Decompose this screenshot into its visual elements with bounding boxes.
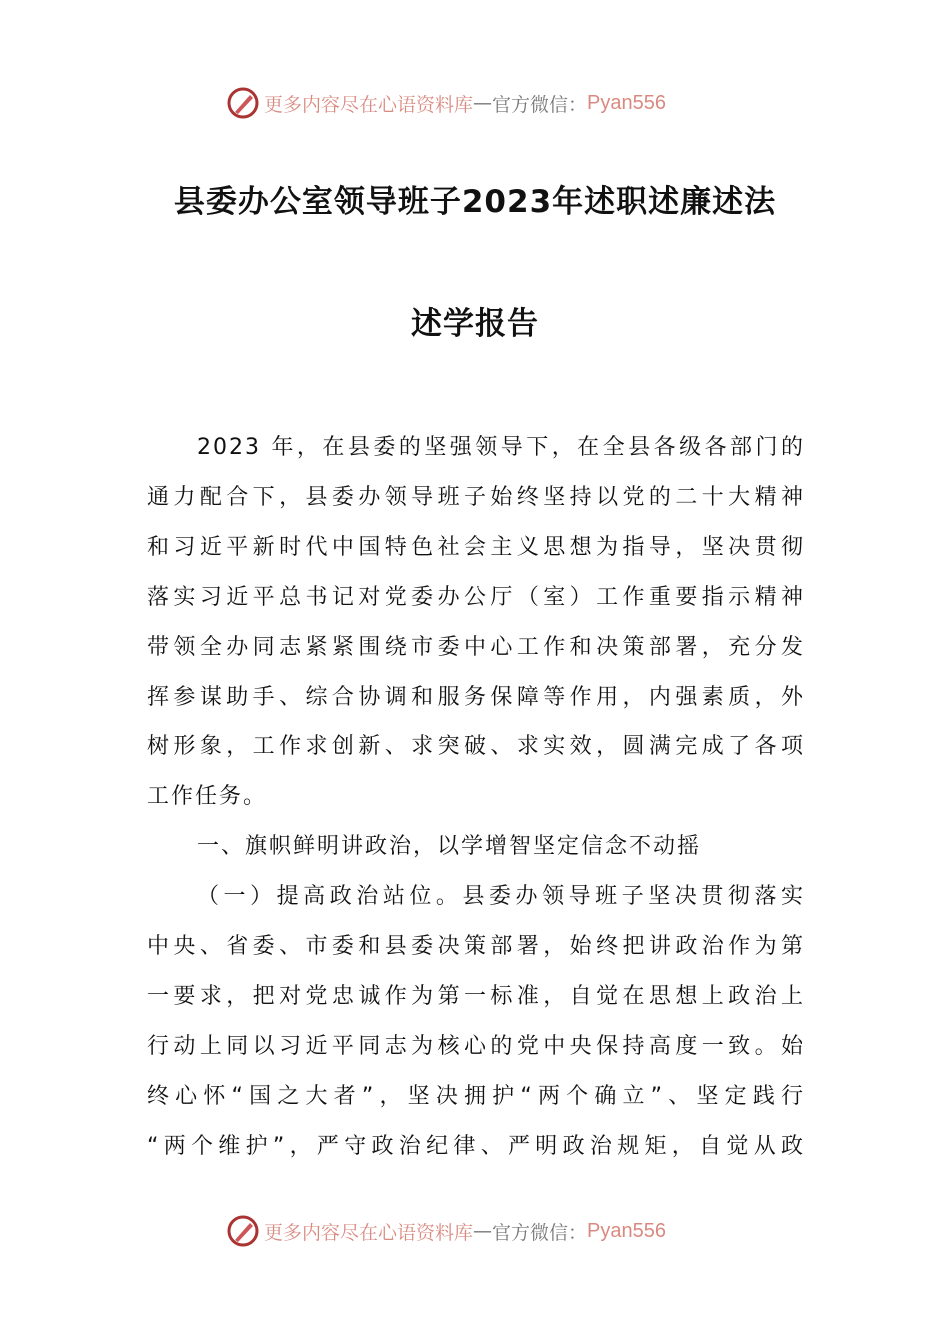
paragraph-line: 和习近平新时代中国特色社会主义思想为指导，坚决贯彻 [147, 534, 805, 560]
paragraph-line: 树形象，工作求创新、求突破、求实效，圆满完成了各项 [147, 734, 805, 760]
watermark-header [226, 83, 666, 123]
paragraph-line: 挥参谋助手、综合协调和服务保障等作用，内强素质，外 [147, 684, 805, 710]
paragraph-line: 通力配合下，县委办领导班子始终坚持以党的二十大精神 [147, 484, 805, 510]
paragraph-line: 带领全办同志紧紧围绕市委中心工作和决策部署，充分发 [147, 634, 805, 660]
section-heading: 一、旗帜鲜明讲政治，以学增智坚定信念不动摇 [197, 834, 702, 860]
watermark-label: 官方微信： [492, 93, 588, 116]
doc-title-line2: 述学报告 [411, 306, 539, 342]
paragraph-line: 2023 年，在县委的坚强领导下，在全县各级各部门的 [197, 435, 805, 460]
paragraph-line: “两个维护”，严守政治纪律、严明政治规矩，自觉从政 [147, 1133, 805, 1159]
watermark-label: 官方微信： [492, 1221, 588, 1244]
watermark-footer [226, 1211, 666, 1251]
pen-logo-icon [226, 1214, 260, 1248]
paragraph-line: 落实习近平总书记对党委办公厅（室）工作重要指示精神 [147, 584, 805, 610]
watermark-id: Pyan556 [587, 1219, 666, 1242]
watermark-sep: — [473, 1220, 493, 1242]
watermark-id: Pyan556 [587, 91, 666, 114]
paragraph-line: （一）提高政治站位。县委办领导班子坚决贯彻落实 [197, 884, 805, 910]
paragraph-line: 中央、省委、市委和县委决策部署，始终把讲政治作为第 [147, 934, 805, 959]
paragraph-line: 一要求，把对党忠诚作为第一标准，自觉在思想上政治上 [147, 983, 805, 1009]
watermark-site: 更多内容尽在心语资料库 [264, 93, 474, 116]
paragraph-line: 工作任务。 [147, 784, 268, 810]
watermark-sep: — [473, 92, 493, 114]
doc-title-line1: 县委办公室领导班子2023年述职述廉述法 [173, 184, 777, 220]
paragraph-line: 行动上同以习近平同志为核心的党中央保持高度一致。始 [147, 1033, 805, 1059]
watermark-site: 更多内容尽在心语资料库 [264, 1221, 474, 1244]
paragraph-line: 终心怀“国之大者”，坚决拥护“两个确立”、坚定践行 [147, 1083, 805, 1109]
pen-logo-icon [226, 86, 260, 120]
